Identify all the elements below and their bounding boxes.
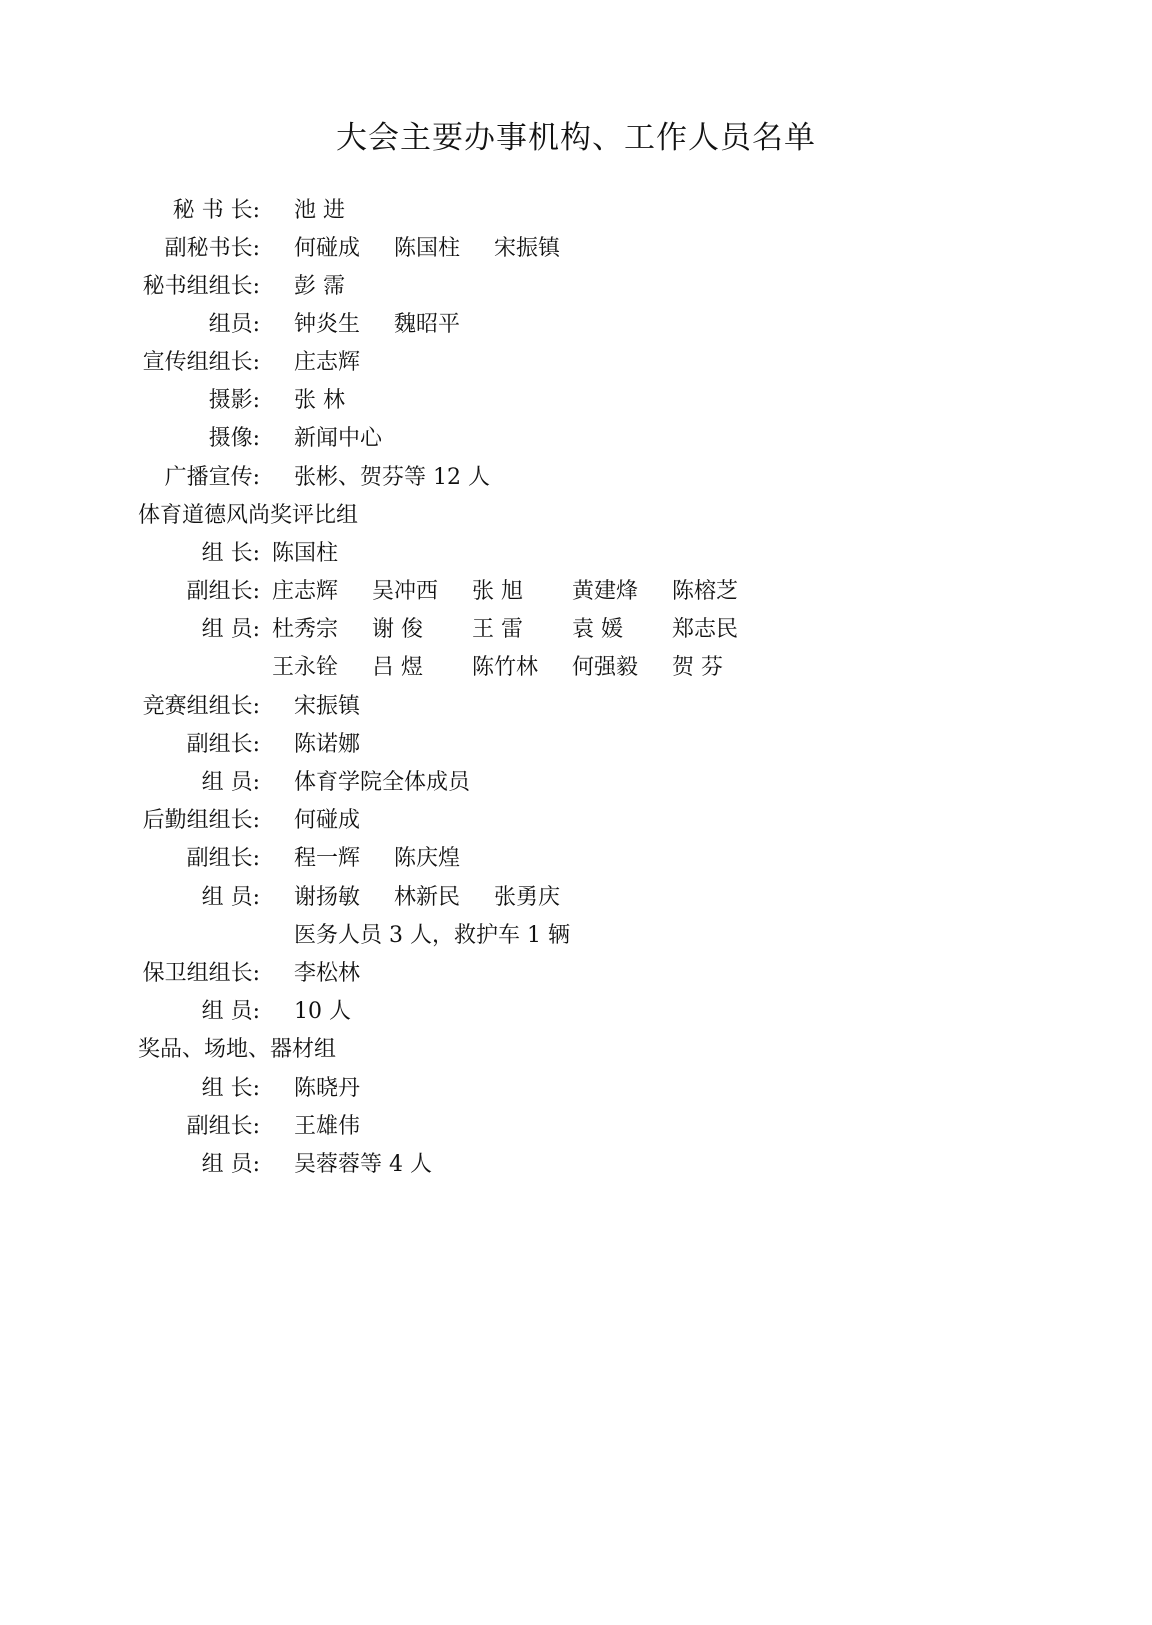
person-name: 王永铨 — [272, 655, 339, 680]
person-name: 杜秀宗 — [272, 617, 339, 642]
role-label: 副组长: — [186, 579, 260, 604]
role-label: 组 员: — [201, 885, 260, 910]
note-text: 医务人员 3 人，救护车 1 辆 — [294, 923, 570, 948]
role-label: 副组长: — [186, 1114, 260, 1139]
role-label: 竞赛组组长: — [142, 694, 260, 719]
person-name: 李松林 — [294, 961, 361, 986]
role-label: 组 员: — [201, 999, 260, 1024]
person-name: 陈榕芝 — [672, 579, 739, 604]
person-name: 宋振镇 — [294, 694, 361, 719]
role-label: 组 长: — [201, 1076, 260, 1101]
person-name: 钟炎生 — [294, 312, 361, 337]
person-name: 彭 霈 — [294, 274, 345, 299]
person-name: 吕 煜 — [372, 655, 423, 680]
person-name: 张彬、贺芬等 12 人 — [294, 465, 490, 490]
role-label: 组 长: — [201, 541, 260, 566]
person-name: 宋振镇 — [494, 236, 561, 261]
role-label: 保卫组组长: — [142, 961, 260, 986]
person-name: 贺 芬 — [672, 655, 723, 680]
person-name: 体育学院全体成员 — [294, 770, 471, 795]
page-title: 大会主要办事机构、工作人员名单 — [336, 120, 816, 156]
role-label: 副组长: — [186, 732, 260, 757]
person-name: 谢扬敏 — [294, 885, 361, 910]
person-name: 吴蓉蓉等 4 人 — [294, 1152, 432, 1177]
person-name: 新闻中心 — [294, 426, 383, 451]
role-label: 摄像: — [208, 426, 260, 451]
role-label: 组 员: — [201, 1152, 260, 1177]
person-name: 张勇庆 — [494, 885, 561, 910]
role-label: 宣传组组长: — [142, 350, 260, 375]
role-label: 组员: — [208, 312, 260, 337]
role-label: 摄影: — [208, 388, 260, 413]
person-name: 吴冲西 — [372, 579, 439, 604]
person-name: 池 进 — [294, 198, 345, 223]
role-label: 组 员: — [201, 770, 260, 795]
person-name: 黄建烽 — [572, 579, 639, 604]
person-name: 陈晓丹 — [294, 1076, 361, 1101]
person-name: 庄志辉 — [272, 579, 339, 604]
person-name: 程一辉 — [294, 846, 361, 871]
person-name: 王 雷 — [472, 617, 523, 642]
person-name: 何强毅 — [572, 655, 639, 680]
person-name: 张 林 — [294, 388, 345, 413]
person-name: 陈竹林 — [472, 655, 539, 680]
role-label: 秘书组组长: — [142, 274, 260, 299]
person-name: 陈诺娜 — [294, 732, 361, 757]
person-name: 陈庆煌 — [394, 846, 461, 871]
person-name: 何碰成 — [294, 808, 361, 833]
role-label: 秘 书 长: — [172, 198, 260, 223]
person-name: 何碰成 — [294, 236, 361, 261]
person-name: 林新民 — [394, 885, 461, 910]
person-name: 魏昭平 — [394, 312, 461, 337]
section-title: 奖品、场地、器材组 — [138, 1037, 337, 1062]
person-name: 陈国柱 — [394, 236, 461, 261]
role-label: 副组长: — [186, 846, 260, 871]
person-name: 庄志辉 — [294, 350, 361, 375]
role-label: 组 员: — [201, 617, 260, 642]
role-label: 广播宣传: — [164, 465, 260, 490]
person-name: 袁 媛 — [572, 617, 623, 642]
person-name: 郑志民 — [672, 617, 739, 642]
person-name: 王雄伟 — [294, 1114, 361, 1139]
person-name: 陈国柱 — [272, 541, 339, 566]
section-title: 体育道德风尚奖评比组 — [138, 503, 359, 528]
person-name: 10 人 — [294, 999, 351, 1024]
person-name: 谢 俊 — [372, 617, 423, 642]
role-label: 副秘书长: — [164, 236, 260, 261]
person-name: 张 旭 — [472, 579, 523, 604]
role-label: 后勤组组长: — [142, 808, 260, 833]
